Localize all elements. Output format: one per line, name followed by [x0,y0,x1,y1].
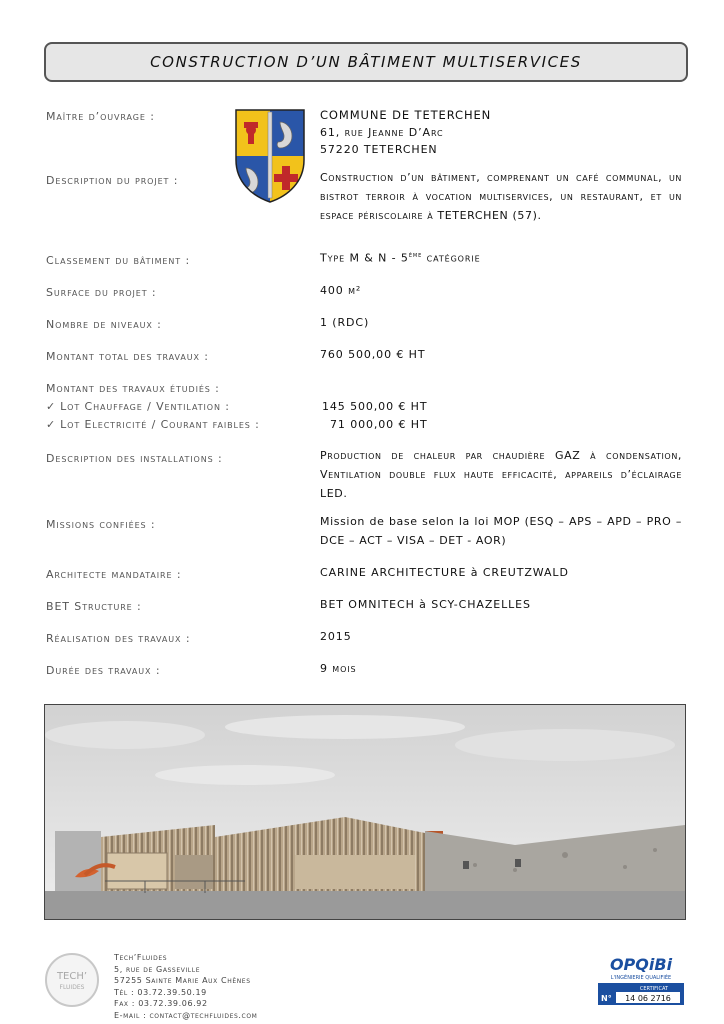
label-architecte: Architecte mandataire : [46,568,182,581]
label-description: Description du projet : [46,174,179,187]
classement-pre: Type M & N - 5 [320,251,409,265]
logo-text-2: FLUIDES [59,984,85,991]
realisation-value: 2015 [320,630,352,643]
label-surface: Surface du projet : [46,286,157,299]
label-realisation: Réalisation des travaux : [46,632,191,645]
cert-prefix: N° [601,994,612,1003]
surface-value: 400 m² [320,284,362,297]
opqibi-text: OPQiBi [609,955,673,974]
label-duree: Durée des travaux : [46,664,161,677]
opqibi-sub: L'INGÉNIERIE QUALIFIÉE [610,975,672,981]
label-bet: BET Structure : [46,600,142,613]
label-maitre: Maître d’ouvrage : [46,110,155,123]
label-missions: Missions confiées : [46,518,156,531]
footer-email[interactable]: E-mail : contact@techfluides.com [114,1010,258,1020]
maitre-name: COMMUNE DE TETERCHEN [320,108,492,122]
cert-number: 14 06 2716 [625,994,671,1003]
installations-value: Production de chaleur par chaudière GAZ à condensation, Ventilation double flux haute efficacité, appareils d’éclairage LED. [320,449,682,500]
lot-electricite-text: Lot Electricité / Courant faibles : [60,418,260,431]
architecte-value: CARINE ARCHITECTURE à CREUTZWALD [320,566,569,579]
check-icon: ✓ [46,418,57,431]
lot-chauffage-text: Lot Chauffage / Ventilation : [60,400,230,413]
logo-text-1: TECH’ [56,971,88,982]
classement-sup: ème [408,251,423,259]
maitre-city: 57220 TETERCHEN [320,143,438,156]
classement-post: catégorie [422,251,481,265]
bet-value: BET OMNITECH à SCY-CHAZELLES [320,598,531,611]
label-montant-total: Montant total des travaux : [46,350,209,363]
building-render-image [44,704,686,920]
opqibi-logo-icon [598,954,684,1006]
teterchen-crest-icon [232,108,308,204]
missions-value: Mission de base selon la loi MOP (ESQ – APS – APD – PRO – DCE – ACT – VISA – DET - AOR) [320,515,682,547]
niveaux-value: 1 (RDC) [320,316,370,329]
lot-electricite-value: 71 000,00 € HT [330,418,428,431]
maitre-address: 61, rue Jeanne D’Arc [320,126,444,139]
lot-electricite-label [46,418,260,431]
duree-value: 9 mois [320,662,357,675]
footer-tel: Tél : 03.72.39.50.19 [114,987,207,997]
footer-contact [114,952,257,1021]
certificat-label: CERTIFICAT [639,986,669,992]
footer-address1: 5, rue de Gasseville [114,964,201,974]
label-montant-etudies: Montant des travaux étudiés : [46,382,220,395]
label-niveaux: Nombre de niveaux : [46,318,162,331]
lot-chauffage-value: 145 500,00 € HT [322,400,428,413]
classement-value [320,251,481,265]
montant-total-value: 760 500,00 € HT [320,348,426,361]
footer-fax: Fax : 03.72.39.06.92 [114,999,208,1008]
description-value: Construction d’un bâtiment, comprenant un café communal, un bistrot terroir à vocation multiservices, un restaurant, et un espace périscolaire à TETERCHEN (57). [320,171,682,222]
techfluides-logo-icon [40,950,104,1010]
footer-company: Tech’Fluides [114,953,168,962]
title-box [44,42,688,82]
label-classement: Classement du bâtiment : [46,254,191,267]
check-icon: ✓ [46,400,57,413]
footer-address2: 57255 Sainte Marie Aux Chênes [114,976,251,985]
page-title: CONSTRUCTION D’UN BÂTIMENT MULTISERVICES [150,53,582,71]
lot-chauffage-label [46,400,230,413]
label-installations: Description des installations : [46,452,223,465]
